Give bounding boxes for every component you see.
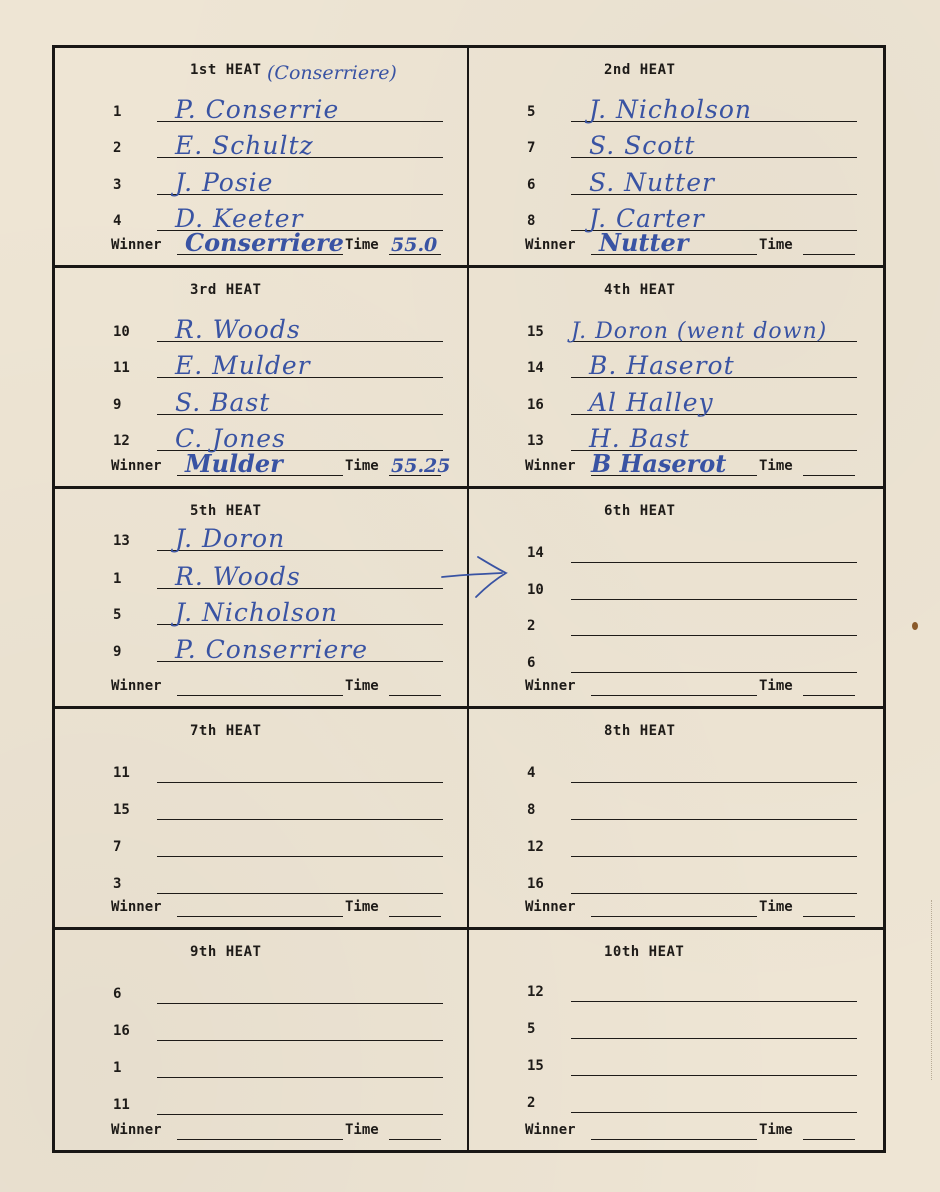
winner-row (525, 887, 860, 917)
entry-row (527, 564, 857, 600)
entry-row (113, 626, 443, 662)
winner-label: Winner (525, 237, 576, 254)
time-label: Time (759, 457, 793, 474)
entry-line[interactable] (571, 1075, 857, 1076)
heat-2-box (469, 48, 883, 268)
lane-number: 8 (527, 802, 536, 819)
lane-number: 10 (113, 324, 130, 341)
entry-line[interactable] (571, 819, 857, 820)
handwritten-arrow-icon (440, 553, 512, 603)
lane-number: 15 (113, 802, 130, 819)
time-label: Time (345, 678, 379, 695)
winner-row (525, 1110, 860, 1140)
lane-number: 9 (113, 643, 122, 660)
lane-number: 9 (113, 397, 122, 414)
lane-number: 16 (527, 397, 544, 414)
time-label: Time (759, 898, 793, 915)
lane-number: 15 (527, 324, 544, 341)
lane-number: 2 (527, 617, 536, 634)
time-label: Time (759, 237, 793, 254)
heat-title: 1st HEAT (190, 62, 262, 78)
lane-number: 8 (527, 213, 536, 229)
winner-row (525, 666, 860, 696)
handwritten-name: J. Doron (went down) (571, 319, 828, 345)
winner-line[interactable] (591, 1139, 757, 1140)
time-line[interactable] (803, 695, 855, 696)
entry-row (527, 784, 857, 820)
time-line[interactable] (803, 916, 855, 917)
entry-row (527, 342, 857, 381)
entry-line[interactable] (157, 1040, 443, 1041)
winner-label: Winner (111, 898, 162, 915)
entry-row (113, 784, 443, 820)
handwritten-name: Al Halley (589, 388, 714, 418)
entry-row (113, 589, 443, 625)
heat-1-box (55, 48, 469, 268)
winner-line[interactable] (177, 695, 343, 696)
lane-number: 2 (527, 1094, 536, 1111)
entry-line[interactable] (157, 1077, 443, 1078)
entry-row (527, 600, 857, 636)
winner-label: Winner (111, 457, 162, 474)
lane-number: 3 (113, 876, 122, 893)
entry-row (527, 1077, 857, 1113)
winner-label: Winner (111, 237, 162, 254)
handwritten-name: J. Carter (589, 204, 705, 233)
winner-row (111, 446, 451, 478)
handwritten-name: J. Nicholson (589, 95, 752, 124)
winner-row (111, 887, 446, 917)
entry-row (527, 1003, 857, 1039)
heat-7-box (55, 709, 469, 929)
handwritten-name: C. Jones (175, 424, 286, 454)
entry-row (527, 821, 857, 857)
handwritten-winner: Nutter (599, 228, 689, 258)
heat-title: 8th HEAT (604, 723, 676, 740)
handwritten-name: B. Haserot (589, 351, 735, 381)
lane-number: 12 (113, 433, 130, 450)
lane-number: 6 (527, 177, 536, 193)
winner-label: Winner (525, 678, 576, 695)
lane-number: 14 (527, 360, 544, 377)
heat-6-box (469, 489, 883, 709)
heat-title: 5th HEAT (190, 502, 262, 519)
winner-label: Winner (111, 678, 162, 695)
time-label: Time (345, 237, 379, 254)
entry-row (527, 747, 857, 783)
time-line[interactable] (389, 695, 441, 696)
handwritten-winner: Mulder (185, 448, 283, 478)
entry-line[interactable] (157, 819, 443, 820)
entry-row (113, 515, 443, 551)
lane-number: 11 (113, 1096, 130, 1113)
lane-number: 5 (527, 104, 536, 120)
time-line[interactable] (803, 1139, 855, 1140)
entry-row (113, 968, 443, 1004)
winner-label: Winner (525, 457, 576, 474)
heat-4-box (469, 268, 883, 488)
heat-title: 3rd HEAT (190, 282, 262, 299)
lane-number: 1 (113, 104, 122, 120)
entry-row (113, 122, 443, 158)
time-line[interactable] (389, 916, 441, 917)
lane-number: 12 (527, 983, 544, 1000)
entry-row (113, 553, 443, 589)
lane-number: 10 (527, 581, 544, 598)
handwritten-name: J. Nicholson (175, 597, 338, 627)
handwritten-name: P. Conserriere (175, 634, 368, 664)
handwritten-time: 55.0 (391, 234, 438, 257)
handwritten-winner: B Haserot (591, 448, 727, 478)
time-label: Time (345, 898, 379, 915)
handwritten-name: E. Schultz (175, 131, 314, 160)
entry-line[interactable] (571, 856, 857, 857)
lane-number: 16 (527, 876, 544, 893)
heat-8-box (469, 709, 883, 929)
handwritten-name: R. Woods (175, 561, 301, 591)
entry-line[interactable] (571, 782, 857, 783)
handwritten-name: P. Conserrie (175, 95, 340, 124)
handwritten-name: R. Woods (175, 315, 301, 345)
handwritten-name: J. Posie (175, 168, 274, 197)
winner-row (111, 666, 446, 696)
lane-number: 5 (527, 1020, 536, 1037)
handwritten-winner: Conserriere (185, 228, 344, 258)
handwritten-name: S. Nutter (589, 168, 715, 197)
heat-5-box (55, 489, 469, 709)
heat-title: 4th HEAT (604, 282, 676, 299)
entry-line[interactable] (571, 1001, 857, 1002)
lane-number: 7 (113, 839, 122, 856)
entry-row (527, 86, 857, 122)
heat-title: 2nd HEAT (604, 62, 676, 78)
lane-number: 14 (527, 544, 544, 561)
winner-line[interactable] (177, 916, 343, 917)
time-label: Time (345, 457, 379, 474)
winner-label: Winner (525, 1121, 576, 1138)
heat-title: 7th HEAT (190, 723, 262, 740)
entry-row (113, 306, 443, 345)
handwritten-name: S. Bast (175, 388, 271, 418)
winner-label: Winner (111, 1121, 162, 1138)
lane-number: 11 (113, 765, 130, 782)
lane-number: 1 (113, 1059, 122, 1076)
entry-row (527, 122, 857, 158)
entry-row (527, 527, 857, 563)
entry-row (113, 86, 443, 122)
time-line[interactable] (389, 1139, 441, 1140)
lane-number: 1 (113, 570, 122, 587)
handwritten-name: J. Doron (175, 523, 286, 553)
time-label: Time (759, 678, 793, 695)
heat-note: (Conserriere) (267, 62, 397, 84)
entry-line[interactable] (571, 1038, 857, 1039)
entry-row (527, 306, 857, 345)
entry-line[interactable] (157, 782, 443, 783)
time-label: Time (759, 1121, 793, 1138)
entry-row (527, 966, 857, 1002)
time-label: Time (345, 1121, 379, 1138)
entry-row (527, 379, 857, 418)
lane-number: 15 (527, 1057, 544, 1074)
handwritten-name: H. Bast (589, 424, 690, 454)
heat-title: 6th HEAT (604, 502, 676, 519)
entry-line[interactable] (571, 635, 857, 636)
handwritten-name: D. Keeter (175, 204, 304, 233)
lane-number: 16 (113, 1022, 130, 1039)
time-line[interactable] (803, 254, 855, 255)
entry-row (527, 1040, 857, 1076)
winner-row (111, 225, 446, 258)
entry-row (113, 159, 443, 195)
heat-title: 9th HEAT (190, 943, 262, 960)
winner-row (525, 446, 860, 476)
entry-row (113, 1005, 443, 1041)
lane-number: 7 (527, 140, 536, 156)
lane-number: 11 (113, 360, 130, 377)
entry-line[interactable] (157, 1003, 443, 1004)
lane-number: 13 (113, 532, 130, 549)
entry-row (527, 159, 857, 195)
heat-title: 10th HEAT (604, 943, 685, 960)
lane-number: 2 (113, 140, 122, 156)
lane-number: 6 (113, 985, 122, 1002)
winner-row (525, 225, 860, 258)
lane-number: 5 (113, 606, 122, 623)
entry-row (113, 342, 443, 381)
entry-row (113, 821, 443, 857)
entry-row (113, 1042, 443, 1078)
binding-edge (931, 900, 940, 1080)
winner-line[interactable] (591, 695, 757, 696)
entry-line[interactable] (571, 562, 857, 563)
heat-10-box (469, 930, 883, 1150)
winner-line[interactable] (177, 1139, 343, 1140)
winner-row (111, 1110, 446, 1140)
winner-line[interactable] (591, 916, 757, 917)
lane-number: 4 (113, 213, 122, 229)
lane-number: 13 (527, 433, 544, 450)
paper-speck (912, 622, 918, 630)
heat-3-box (55, 268, 469, 488)
lane-number: 4 (527, 765, 536, 782)
lane-number: 6 (527, 654, 536, 671)
lane-number: 3 (113, 177, 122, 193)
handwritten-name: E. Mulder (175, 351, 311, 381)
winner-label: Winner (525, 898, 576, 915)
handwritten-name: S. Scott (589, 131, 696, 160)
entry-row (113, 379, 443, 418)
handwritten-time: 55.25 (391, 454, 451, 477)
heat-9-box (55, 930, 469, 1150)
entry-row (113, 747, 443, 783)
lane-number: 12 (527, 839, 544, 856)
entry-line[interactable] (157, 856, 443, 857)
time-line[interactable] (803, 475, 855, 476)
